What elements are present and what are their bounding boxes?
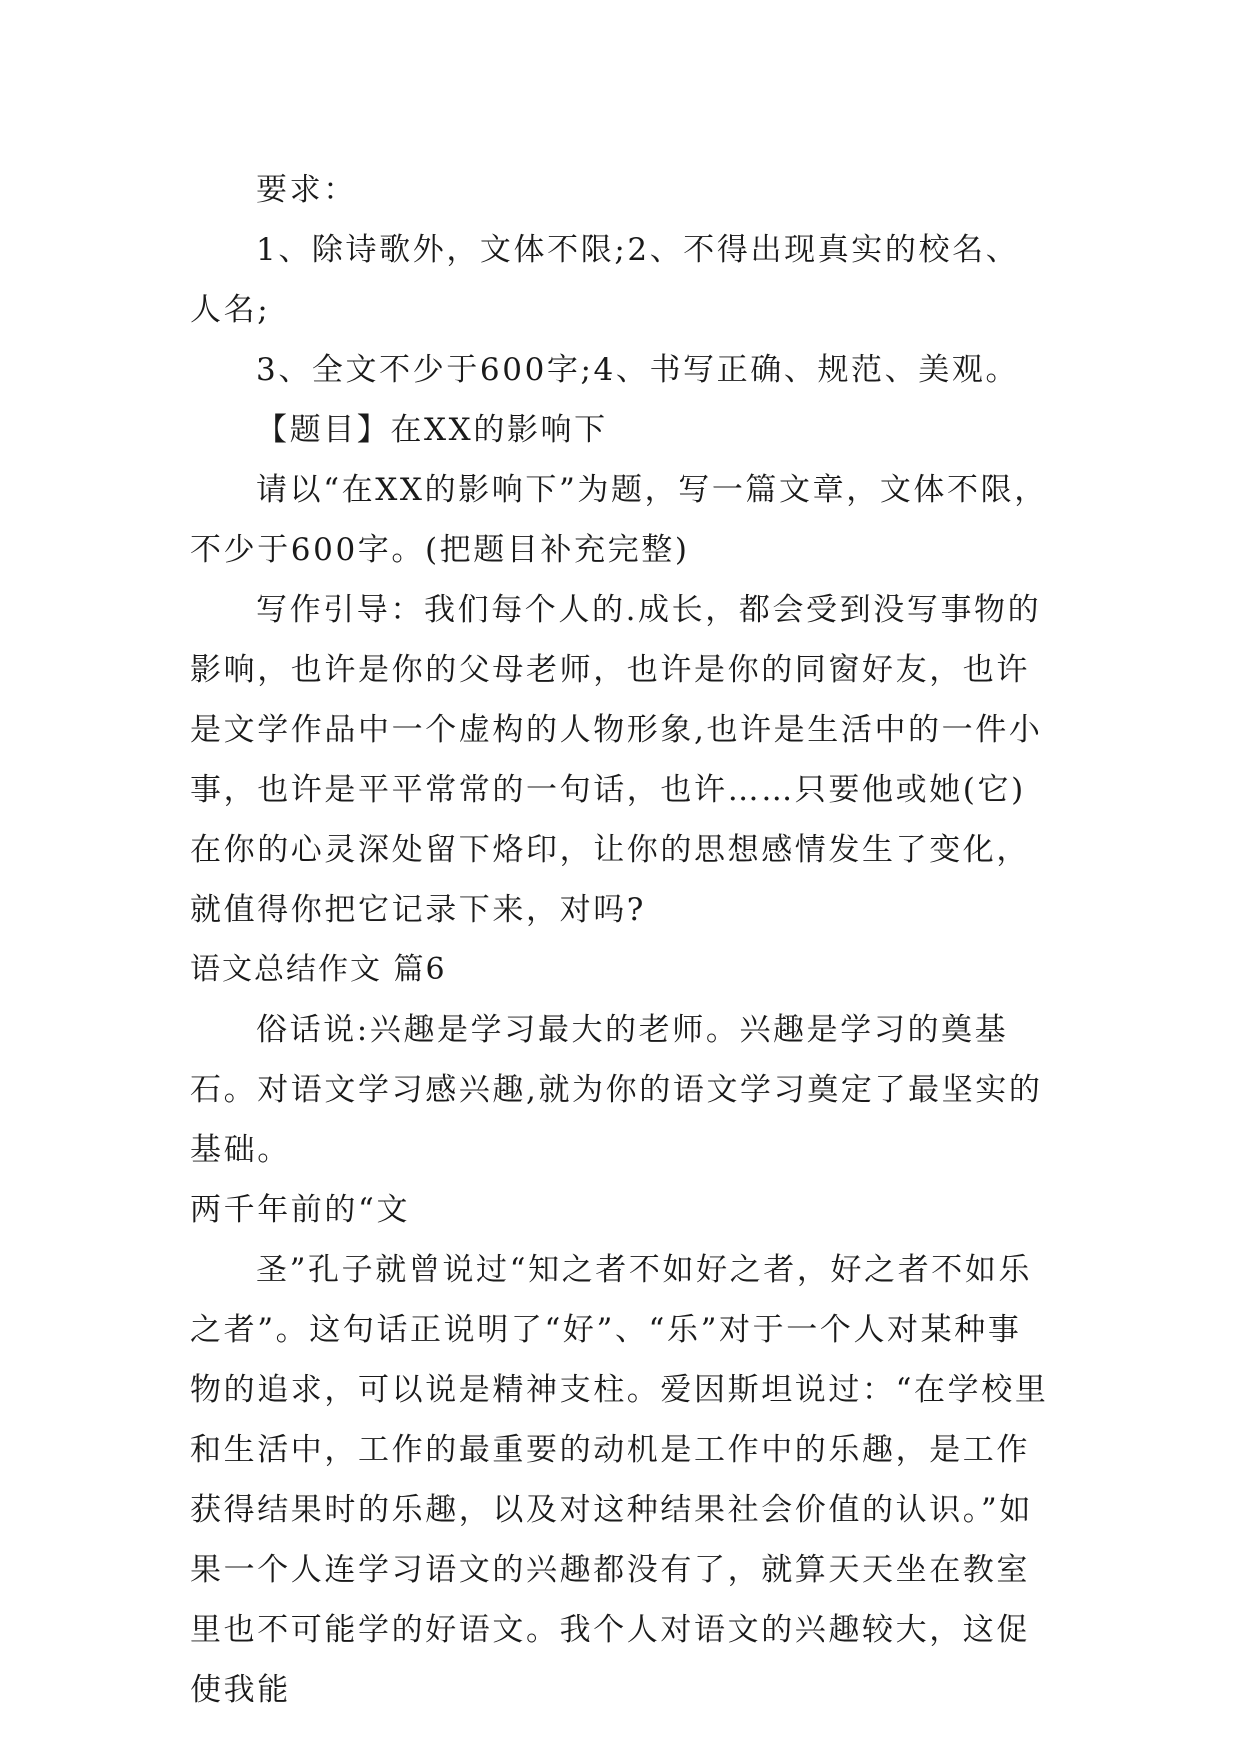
paragraph-writing-guide: 写作引导：我们每个人的.成长，都会受到没写事物的影响，也许是你的父母老师，也许是你的同窗好友，也许是文学作品中一个虚构的人物形象,也许是生活中的一件小事，也许是平平常常的一句话，也许……只要他或她(它)在你的心灵深处留下烙印，让你的思想感情发生了变化，就值得你把它记录下来，对吗? <box>190 592 1043 928</box>
paragraph-requirements-title: 要求： <box>256 172 357 208</box>
paragraph-requirement-1-2: 1、除诗歌外，文体不限;2、不得出现真实的校名、人名; <box>190 232 1020 328</box>
paragraph-requirement-3-4: 3、全文不少于600字;4、书写正确、规范、美观。 <box>256 352 1020 388</box>
paragraph-topic-instruction: 请以“在XX的影响下”为题，写一篇文章，文体不限，不少于600字。(把题目补充完整) <box>190 472 1048 568</box>
paragraph-two-thousand-years: 两千年前的“文 <box>190 1192 411 1228</box>
paragraph-topic: 【题目】在XX的影响下 <box>256 412 608 448</box>
paragraph-interest-intro: 俗话说:兴趣是学习最大的老师。兴趣是学习的奠基石。对语文学习感兴趣,就为你的语文学习奠定了最坚实的基础。 <box>190 1012 1043 1168</box>
paragraph-confucius-quote: 圣”孔子就曾说过“知之者不如好之者，好之者不如乐之者”。这句话正说明了“好”、“乐”对于一个人对某种事物的追求，可以说是精神支柱。爱因斯坦说过：“在学校里和生活中，工作的最重要的动机是工作中的乐趣，是工作获得结果时的乐趣，以及对这种结果社会价值的认识。”如果一个人连学习语文的兴趣都没有了，就算天天坐在教室里也不可能学的好语文。我个人对语文的兴趣较大，这促使我能 <box>190 1252 1049 1708</box>
section-heading: 语文总结作文 篇6 <box>190 952 447 987</box>
document-page <box>190 160 1050 1720</box>
